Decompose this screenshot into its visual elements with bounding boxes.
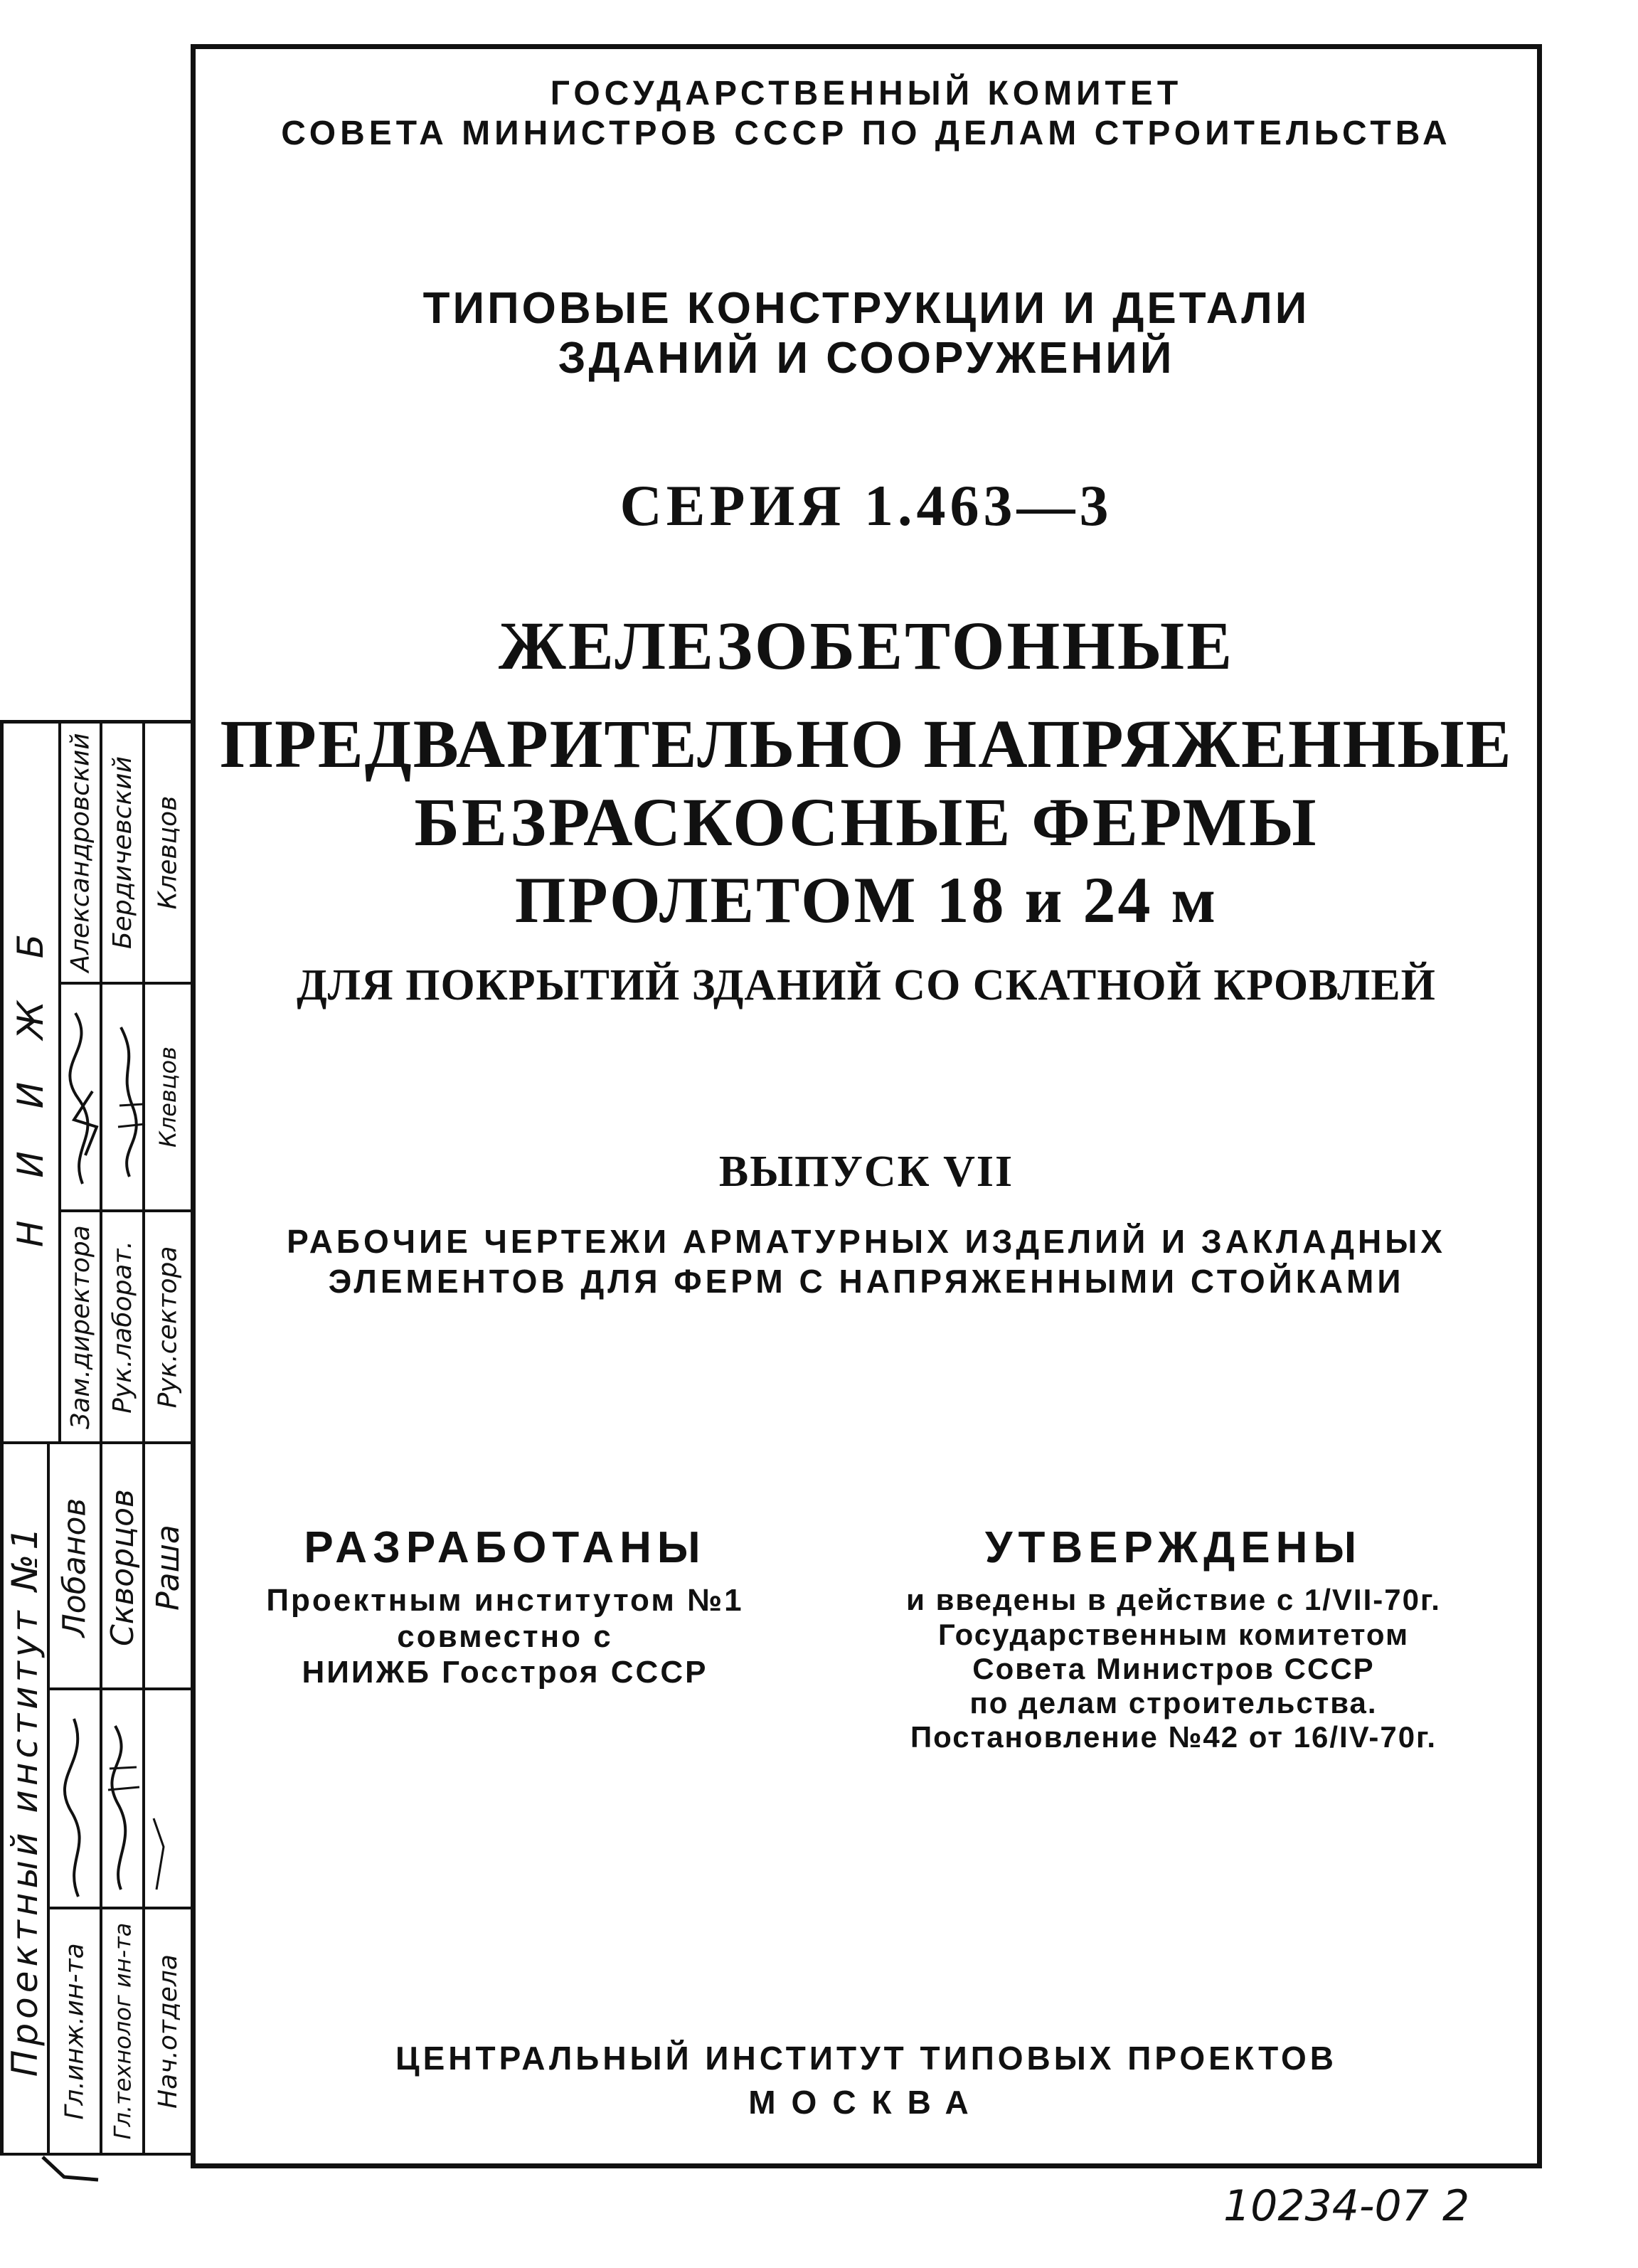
stamp-project-role-1: Гл.инж.ин-та [60,1942,90,2120]
stamp-niizhb-name-3: Клевцов [153,795,183,910]
stamp-niizhb-org: Н И И Ж Б [10,918,52,1247]
approved-line-5: Постановление №42 от 16/IV-70г. [910,1720,1437,1754]
collection-line-1: ТИПОВЫЕ КОНСТРУКЦИИ И ДЕТАЛИ [422,284,1310,333]
document-number: 10234-07 2 [1223,2181,1470,2231]
developed-block [235,1522,775,1691]
approved-line-1: и введены в действие с 1/VII-70г. [906,1583,1441,1617]
approved-block [861,1522,1487,1755]
issue-desc-line-1: РАБОЧИЕ ЧЕРТЕЖИ АРМАТУРНЫХ ИЗДЕЛИЙ И ЗАКЛАДНЫХ [287,1223,1446,1260]
stamp-niizhb-role-1: Зам.директора [65,1224,95,1429]
issue-label: ВЫПУСК VII [718,1148,1014,1196]
title-line-4: ПРОЛЕТОМ 18 и 24 м [514,864,1218,936]
title-line-5: ДЛЯ ПОКРЫТИЙ ЗДАНИЙ СО СКАТНОЙ КРОВЛЕЙ [297,961,1436,1010]
stamp-project-org: Проектный институт №1 [4,1522,46,2077]
stamp-project-role-2: Гл.технолог ин-та [109,1922,136,2140]
stamp-corner-mark [36,2156,100,2184]
stamp-project-name-2: Скворцов [104,1488,141,1646]
stamp-niizhb-role-3: Рук.сектора [153,1246,183,1408]
developed-line-2: совместно с [397,1618,613,1654]
stamp-niizhb-name-2: Бердичевский [107,756,137,949]
series-number: СЕРИЯ 1.463—3 [619,473,1113,538]
developed-heading: РАЗРАБОТАНЫ [304,1523,706,1572]
title-line-3: БЕЗРАСКОСНЫЕ ФЕРМЫ [414,784,1319,860]
footer-institute: ЦЕНТРАЛЬНЫЙ ИНСТИТУТ ТИПОВЫХ ПРОЕКТОВ [395,2040,1338,2077]
stamp-niizhb-role-2: Рук.лаборат. [107,1240,137,1414]
stamp-project-role-3: Нач.отдела [153,1954,183,2109]
developed-line-1: Проектным институтом №1 [266,1583,744,1618]
stamp-project-signatures [50,1690,191,1907]
title-line-2: ПРЕДВАРИТЕЛЬНО НАПРЯЖЕННЫЕ [220,706,1513,782]
footer-city: МОСКВА [748,2084,984,2121]
issue-desc-line-2: ЭЛЕМЕНТОВ ДЛЯ ФЕРМ С НАПРЯЖЕННЫМИ СТОЙКАМИ [328,1263,1405,1300]
stamp-niizhb-name-1: Александровский [65,733,95,973]
approved-line-4: по делам строительства. [969,1686,1378,1720]
approved-heading: УТВЕРЖДЕНЫ [984,1523,1363,1572]
stamp-niizhb-sig-note: Клевцов [154,1046,181,1148]
approved-line-3: Совета Министров СССР [972,1651,1375,1685]
org-line-1: ГОСУДАРСТВЕННЫЙ КОМИТЕТ [550,75,1183,112]
developed-line-3: НИИЖБ Госстроя СССР [302,1655,708,1690]
title-line-1: ЖЕЛЕЗОБЕТОННЫЕ [498,608,1235,684]
stamp-project-name-3: Раша [149,1524,186,1611]
collection-line-2: ЗДАНИЙ И СООРУЖЕНИЙ [558,334,1175,383]
approved-line-2: Государственным комитетом [937,1617,1410,1651]
org-line-2: СОВЕТА МИНИСТРОВ СССР ПО ДЕЛАМ СТРОИТЕЛЬСТВА [281,115,1452,152]
stamp-project-name-1: Лобанов [56,1498,93,1637]
